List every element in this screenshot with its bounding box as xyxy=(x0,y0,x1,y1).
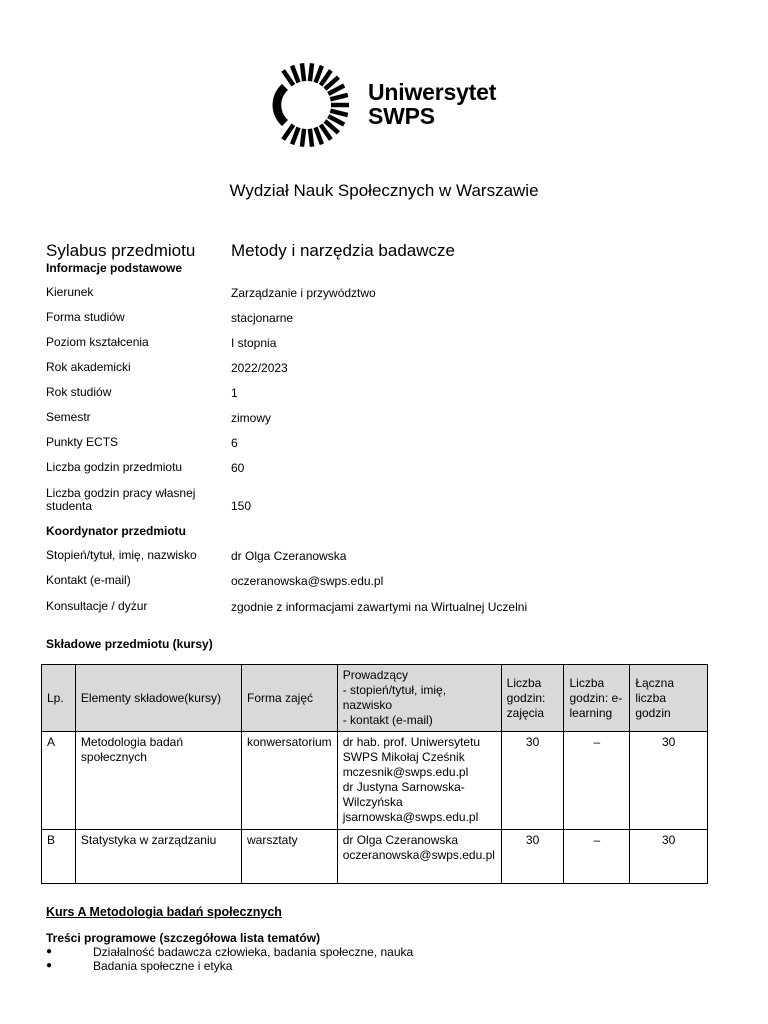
info-label-forma: Forma studiów xyxy=(46,310,125,324)
header-hours-class: Liczba godzin: zajęcia xyxy=(501,665,564,732)
sunburst-logo-icon xyxy=(262,62,352,148)
topic-item: Badania społeczne i etyka xyxy=(93,959,233,973)
info-value-godziny: 60 xyxy=(231,461,245,475)
info-value-forma: stacjonarne xyxy=(231,311,294,325)
info-value-rok-akademicki: 2022/2023 xyxy=(231,361,288,375)
info-label-ects: Punkty ECTS xyxy=(46,435,119,449)
cell-element: Statystyka w zarządzaniu xyxy=(75,830,241,884)
components-heading: Składowe przedmiotu (kursy) xyxy=(46,637,213,651)
coord-value-consultations: zgodnie z informacjami zawartymi na Wirtualnej Uczelni xyxy=(231,600,528,614)
table-header-row xyxy=(42,665,708,732)
info-label-semestr: Semestr xyxy=(46,410,91,424)
coordinator-heading: Koordynator przedmiotu xyxy=(46,524,186,538)
cell-lp: B xyxy=(42,830,76,884)
coord-label-consultations: Konsultacje / dyżur xyxy=(46,599,148,613)
header-hours-elearning: Liczba godzin: e- learning xyxy=(564,665,630,732)
course-a-title: Kurs A Metodologia badań społecznych xyxy=(46,905,282,919)
cell-hours-class: 30 xyxy=(501,732,564,830)
info-label-poziom: Poziom kształcenia xyxy=(46,335,149,349)
info-label-rok-akademicki: Rok akademicki xyxy=(46,360,131,374)
header-hours-total: Łączna liczba godzin xyxy=(630,665,708,732)
info-label-kierunek: Kierunek xyxy=(46,285,94,299)
info-value-kierunek: Zarządzanie i przywództwo xyxy=(231,286,376,300)
coord-label-email: Kontakt (e-mail) xyxy=(46,573,131,587)
cell-lecturer: dr Olga Czeranowska oczeranowska@swps.edu.pl xyxy=(337,830,501,884)
info-label-godziny: Liczba godzin przedmiotu xyxy=(46,460,183,474)
info-label-rok-studiow: Rok studiów xyxy=(46,385,112,399)
faculty-title: Wydział Nauk Społecznych w Warszawie xyxy=(229,181,539,200)
cell-lecturer: dr hab. prof. Uniwersytetu SWPS Mikołaj Cześnik mczesnik@swps.edu.pl dr Justyna Sarnowska- Wilczyńska jsarnowska@swps.edu.pl xyxy=(337,732,501,830)
cell-hours-total: 30 xyxy=(630,732,708,830)
course-a-content-heading: Treści programowe (szczegółowa lista tematów) xyxy=(46,931,321,945)
syllabus-label: Sylabus przedmiotu xyxy=(46,241,196,260)
header-elements: Elementy składowe(kursy) xyxy=(75,665,241,732)
header-lecturer: Prowadzący - stopień/tytuł, imię, nazwisko - kontakt (e-mail) xyxy=(337,665,501,732)
cell-hours-elearning: – xyxy=(564,830,630,884)
info-value-ects: 6 xyxy=(231,436,238,450)
cell-lp: A xyxy=(42,732,76,830)
course-title: Metody i narzędzia badawcze xyxy=(231,241,455,260)
info-label-praca-wlasna: Liczba godzin pracy własnej studenta xyxy=(46,486,196,513)
table-row xyxy=(42,830,708,884)
components-table xyxy=(41,664,708,884)
header-form: Forma zajęć xyxy=(241,665,337,732)
coord-value-name: dr Olga Czeranowska xyxy=(231,549,347,563)
bullet-icon: ● xyxy=(46,946,53,957)
coord-label-name: Stopień/tytuł, imię, nazwisko xyxy=(46,548,197,562)
cell-form: konwersatorium xyxy=(241,732,337,830)
header-lp: Lp. xyxy=(42,665,76,732)
logo-line-1: Uniwersytet xyxy=(368,79,497,105)
bullet-icon: ● xyxy=(46,960,53,971)
topic-item: Działalność badawcza człowieka, badania społeczne, nauka xyxy=(93,945,414,959)
info-value-semestr: zimowy xyxy=(231,411,272,425)
cell-hours-total: 30 xyxy=(630,830,708,884)
cell-hours-elearning: – xyxy=(564,732,630,830)
cell-element: Metodologia badań społecznych xyxy=(75,732,241,830)
basic-info-heading: Informacje podstawowe xyxy=(46,261,183,275)
university-logo xyxy=(262,62,512,148)
logo-wordmark xyxy=(368,80,496,128)
info-value-rok-studiow: 1 xyxy=(231,386,238,400)
coord-value-email: oczeranowska@swps.edu.pl xyxy=(231,574,384,588)
info-value-praca-wlasna: 150 xyxy=(231,499,252,513)
info-value-poziom: I stopnia xyxy=(231,336,277,350)
cell-form: warsztaty xyxy=(241,830,337,884)
cell-hours-class: 30 xyxy=(501,830,564,884)
table-row xyxy=(42,732,708,830)
logo-line-2: SWPS xyxy=(368,103,435,129)
